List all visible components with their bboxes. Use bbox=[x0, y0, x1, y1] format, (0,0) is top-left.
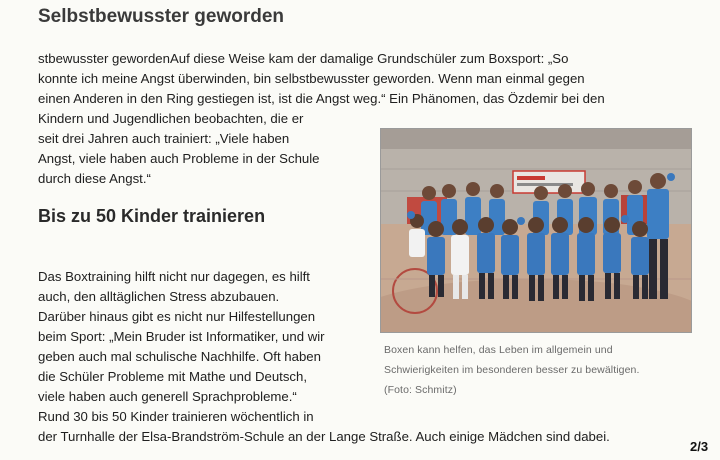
page-number: 2/3 bbox=[690, 439, 709, 454]
text-line: durch diese Angst.“ bbox=[38, 171, 151, 186]
text-line: viele haben auch generell Sprachprobleme.“ bbox=[38, 389, 297, 404]
text-line: die Schüler Probleme mit Mathe und Deutsch, bbox=[38, 369, 308, 384]
text-line: konnte ich meine Angst überwinden, bin selbstbewusster geworden. Wenn man einmal gegen bbox=[38, 71, 585, 86]
text-line: der Turnhalle der Elsa-Brandström-Schule an der Lange Straße. Auch einige Mädchen sind dabei. bbox=[38, 429, 610, 444]
text-line: beim Sport: „Mein Bruder ist Informatiker, und wir bbox=[38, 329, 325, 344]
photo-credit: (Foto: Schmitz) bbox=[384, 384, 457, 396]
text-line: seit drei Jahren auch trainiert: „Viele haben bbox=[38, 131, 290, 146]
text-line: Das Boxtraining hilft nicht nur dagegen, es hilft bbox=[38, 269, 310, 284]
text-line: Angst, viele haben auch Probleme in der Schule bbox=[38, 151, 320, 166]
text-line: geben auch mal schulische Nachhilfe. Oft haben bbox=[38, 349, 321, 364]
group-photo bbox=[380, 128, 692, 333]
text-line: Rund 30 bis 50 Kinder trainieren wöchentlich in bbox=[38, 409, 314, 424]
text-line: Kindern und Jugendlichen beobachten, die er bbox=[38, 111, 304, 126]
photo-caption-line: Boxen kann helfen, das Leben im allgemein und bbox=[384, 344, 613, 356]
text-line: einen Anderen in den Ring gestiegen ist, ist die Angst weg.“ Ein Phänomen, das Özdemir bei den bbox=[38, 91, 605, 106]
heading-selbstbewusster: Selbstbewusster geworden bbox=[38, 6, 285, 27]
photo-caption-line: Schwierigkeiten im besonderen besser zu bewältigen. bbox=[384, 364, 640, 376]
heading-kinder-trainieren: Bis zu 50 Kinder trainieren bbox=[38, 206, 266, 226]
text-line: stbewusster gewordenAuf diese Weise kam der damalige Grundschüler zum Boxsport: „So bbox=[38, 51, 569, 66]
text-line: Darüber hinaus gibt es nicht nur Hilfestellungen bbox=[38, 309, 316, 324]
group-photo-illustration bbox=[381, 129, 691, 332]
text-line: auch, den alltäglichen Stress abzubauen. bbox=[38, 289, 280, 304]
